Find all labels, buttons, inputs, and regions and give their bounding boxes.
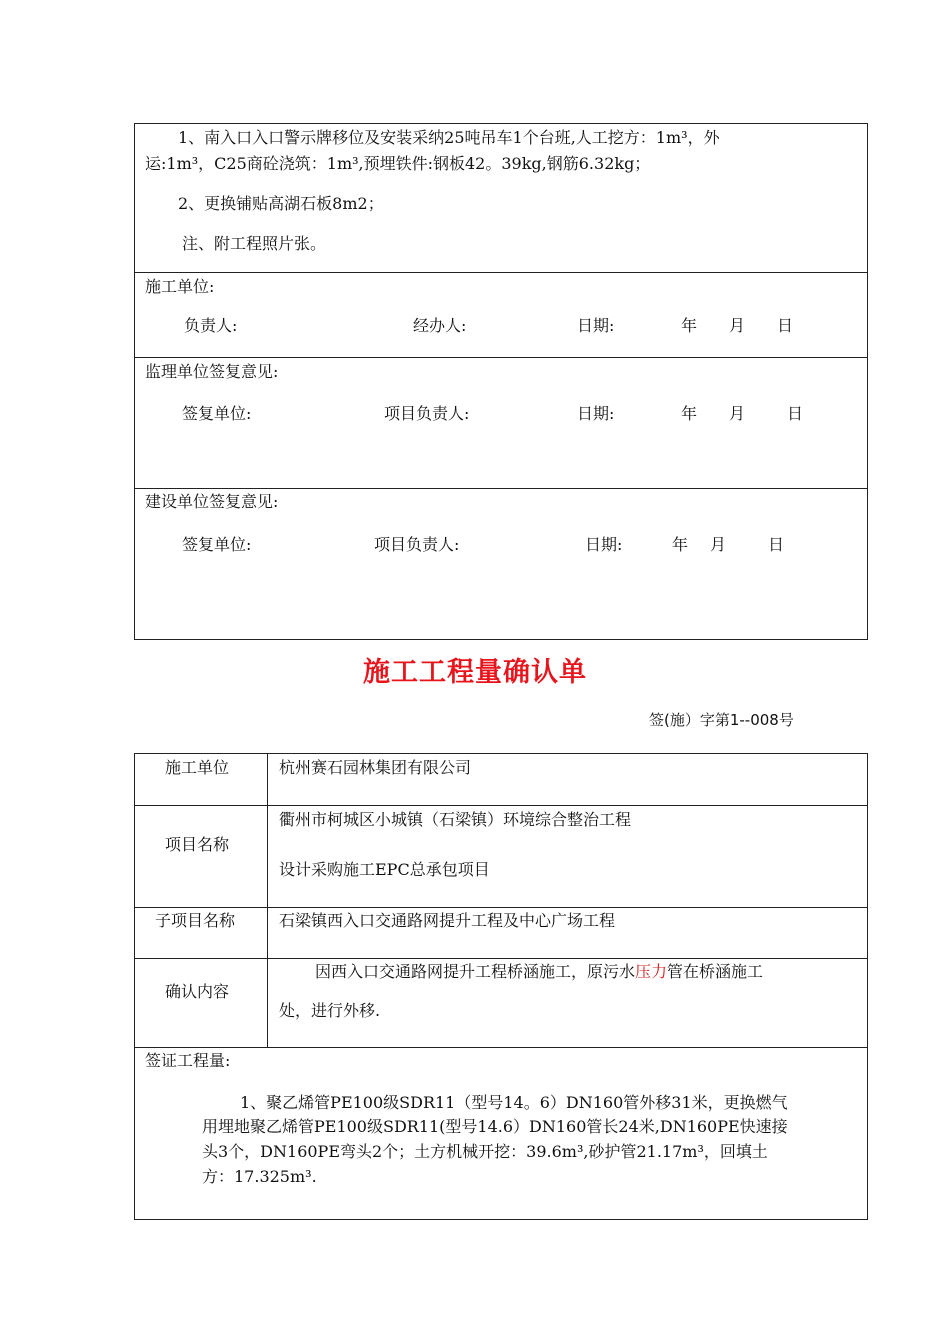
confirm-content-line2: 处，进行外移. (279, 1001, 381, 1020)
project-name-cell-label: 项目名称 (165, 835, 230, 854)
upper-divider-3 (134, 488, 868, 489)
quantity-line3: 头3个，DN160PE弯头2个；土方机械开挖：39.6m³,砂护管21.17m³，回填土 (202, 1142, 768, 1161)
month-label-1: 月 (729, 316, 746, 335)
upper-content-line2: 运:1m³，C25商砼浇筑：1m³,预埋铁件:钢板42。39kg,钢筋6.32kg； (145, 154, 651, 173)
date-label-3: 日期: (585, 535, 623, 554)
year-label-1: 年 (681, 316, 698, 335)
confirm-content-line1 (315, 964, 763, 980)
document-title: 施工工程量确认单 (363, 657, 587, 688)
upper-divider-1 (134, 272, 868, 273)
document-number: 签(施）字第1--008号 (649, 711, 794, 729)
upper-content-line4: 注、附工程照片张。 (182, 234, 327, 253)
responsible-label: 负责人: (184, 316, 238, 335)
quantity-line1: 1、聚乙烯管PE100级SDR11（型号14。6）DN160管外移31米，更换燃气 (240, 1093, 788, 1112)
project-name-line2: 设计采购施工EPC总承包项目 (279, 860, 490, 879)
project-lead-label-1: 项目负责人: (384, 404, 470, 423)
subproject-cell-label: 子项目名称 (155, 911, 236, 930)
form-row-divider-1 (134, 805, 868, 806)
upper-content-line1: 1、南入口入口警示牌移位及安装采纳25吨吊车1个台班,人工挖方：1m³，外 (178, 128, 720, 147)
day-label-1: 日 (777, 316, 794, 335)
confirm-content-highlight: 压力 (635, 962, 668, 981)
quantity-line4: 方：17.325m³. (202, 1167, 317, 1186)
confirm-content-pre: 因西入口交通路网提升工程桥涵施工，原污水 (315, 962, 636, 981)
quantity-label: 签证工程量: (145, 1051, 231, 1070)
construction-unit-cell-label: 施工单位 (165, 758, 230, 777)
upper-content-line3: 2、更换铺贴高湖石板8m2； (178, 194, 384, 213)
year-label-2: 年 (681, 404, 698, 423)
form-row-divider-4 (134, 1047, 868, 1048)
subproject-cell-value: 石梁镇西入口交通路网提升工程及中心广场工程 (279, 911, 616, 930)
construction-unit-label: 施工单位: (145, 277, 215, 296)
confirm-content-post: 管在桥涵施工 (667, 962, 764, 981)
handler-label: 经办人: (413, 316, 467, 335)
form-row-divider-3 (134, 958, 868, 959)
day-label-3: 日 (768, 535, 785, 554)
construction-unit-cell-value: 杭州赛石园林集团有限公司 (279, 758, 472, 777)
upper-divider-2 (134, 357, 868, 358)
year-label-3: 年 (672, 535, 689, 554)
form-column-divider (267, 753, 268, 1047)
owner-label: 建设单位签复意见: (145, 492, 279, 511)
quantity-line2: 用埋地聚乙烯管PE100级SDR11(型号14.6）DN160管长24米,DN160PE快速接 (202, 1117, 788, 1136)
month-label-2: 月 (729, 404, 746, 423)
month-label-3: 月 (710, 535, 727, 554)
sign-unit-label-2: 签复单位: (182, 535, 252, 554)
date-label-1: 日期: (577, 316, 615, 335)
date-label-2: 日期: (577, 404, 615, 423)
confirm-content-cell-label: 确认内容 (165, 982, 230, 1001)
form-row-divider-2 (134, 907, 868, 908)
day-label-2: 日 (787, 404, 804, 423)
supervision-label: 监理单位签复意见: (145, 362, 279, 381)
project-lead-label-2: 项目负责人: (374, 535, 460, 554)
project-name-line1: 衢州市柯城区小城镇（石梁镇）环境综合整治工程 (279, 810, 632, 829)
sign-unit-label-1: 签复单位: (182, 404, 252, 423)
